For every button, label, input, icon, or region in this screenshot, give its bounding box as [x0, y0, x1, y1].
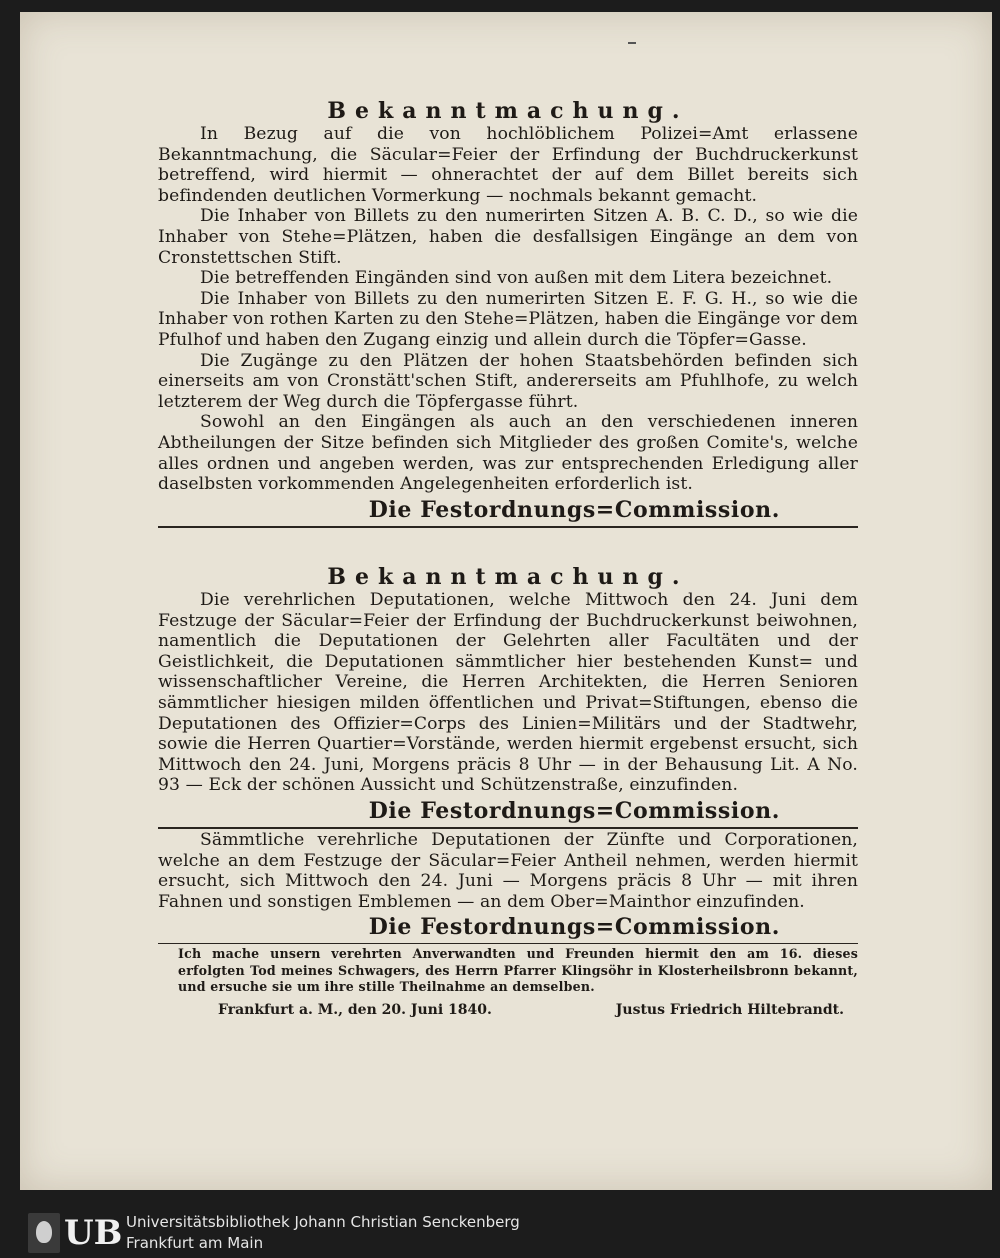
announcement-3-para: Sämmtliche verehrliche Deputationen der Zünfte und Corporationen, welche an dem Festzuge der Säcular=Feier Antheil nehmen, werden hiermit ersucht, sich Mittwoch den 24. Juni — Morgens präcis 8 Uhr — mit ihren Fahnen und sonstigen Emblemen — an dem Ober=Mainthor einzufinden. — [158, 830, 858, 912]
announcement-2-heading: Bekanntmachung. — [327, 564, 689, 590]
announcement-3 — [158, 830, 858, 948]
death-notice-signature-row — [178, 1002, 858, 1018]
announcement-1-heading: Bekanntmachung. — [327, 98, 689, 124]
announcement-1-para-4: Die Inhaber von Billets zu den numerirten Sitzen E. F. G. H., so wie die Inhaber von rothen Karten zu den Stehe=Plätzen, haben die Eingänge vor dem Pfulhof und haben den Zugang einzig und allein durch die Töpfer=Gasse. — [158, 288, 858, 350]
announcement-3-signature: Die Festordnungs=Commission. — [368, 914, 780, 941]
logo-text: UB — [64, 1213, 123, 1253]
death-notice-text: Ich mache unsern verehrten Anverwandten und Freunden hiermit den am 16. dieses erfolgten Tod meines Schwagers, des Herrn Pfarrer Klingsöhr in Klosterheilsbronn bekannt, und ersuche sie um ihre stille Theilnahme an demselben. — [178, 946, 858, 994]
announcement-2-para: Die verehrlichen Deputationen, welche Mittwoch den 24. Juni dem Festzuge der Säcular=Feier der Erfindung der Buchdruckerkunst beiwohnen, namentlich die Deputationen der Gelehrten aller Facultäten und der Geistlichkeit, die Deputationen sämmtlicher hier bestehenden Kunst= und wissenschaftlicher Vereine, die Herren Architekten, die Herren Senioren sämmtlicher hiesigen milden öffentlichen und Privat=Stiftungen, ebenso die Deputationen des Offizier=Corps des Linien=Militärs und der Stadtwehr, sowie die Herren Quartier=Vorstände, werden hiermit ergebenst ersucht, sich Mittwoch den 24. Juni, Morgens präcis 8 Uhr — in der Behausung Lit. A No. 93 — Eck der schönen Aussicht und Schützenstraße, einzufinden. — [158, 590, 858, 796]
death-notice-place-date: Frankfurt a. M., den 20. Juni 1840. — [218, 1001, 492, 1018]
announcement-1-para-3: Die betreffenden Eingänden sind von außen mit dem Litera bezeichnet. — [200, 268, 833, 289]
library-name: Universitätsbibliothek Johann Christian Senckenberg — [126, 1213, 520, 1231]
announcement-1-para-1: In Bezug auf die von hochlöblichem Polizei=Amt erlassene Bekanntmachung, die Säcular=Feier der Erfindung der Buchdruckerkunst betreffend, wird hiermit — ohnerachtet der auf dem Billet bereits sich befindenden deutlichen Vormerkung — nochmals bekannt gemacht. — [158, 124, 858, 206]
announcement-2-signature: Die Festordnungs=Commission. — [368, 797, 780, 824]
announcement-1-para-5: Die Zugänge zu den Plätzen der hohen Staatsbehörden befinden sich einerseits am von Cronstätt'schen Stift, andererseits am Pfuhlhofe, zu welch letzterem der Weg durch die Töpfergasse führt. — [158, 350, 858, 412]
portrait-icon — [28, 1213, 60, 1253]
divider — [158, 526, 858, 528]
library-footer — [0, 1206, 1000, 1258]
library-logo — [28, 1213, 123, 1253]
announcement-1-para-6: Sowohl an den Eingängen als auch an den verschiedenen inneren Abtheilungen der Sitze befinden sich Mitglieder des großen Comite's, welche alles ordnen und angeben werden, was zur entsprechenden Erledigung aller daselbsten vorkommenden Angelegenheiten erforderlich ist. — [158, 412, 858, 495]
divider — [158, 827, 858, 829]
death-notice-signer: Justus Friedrich Hiltebrandt. — [615, 1001, 844, 1018]
announcement-1-signature: Die Festordnungs=Commission. — [368, 496, 780, 523]
death-notice — [178, 946, 858, 1018]
page-mark — [628, 42, 636, 44]
announcement-1 — [158, 98, 858, 532]
announcement-2 — [158, 564, 858, 833]
divider — [158, 943, 858, 944]
announcement-1-para-2: Die Inhaber von Billets zu den numerirten Sitzen A. B. C. D., so wie die Inhaber von Stehe=Plätzen, haben die desfallsigen Eingänge an dem von Cronstettschen Stift. — [158, 206, 858, 268]
library-city: Frankfurt am Main — [126, 1234, 264, 1252]
